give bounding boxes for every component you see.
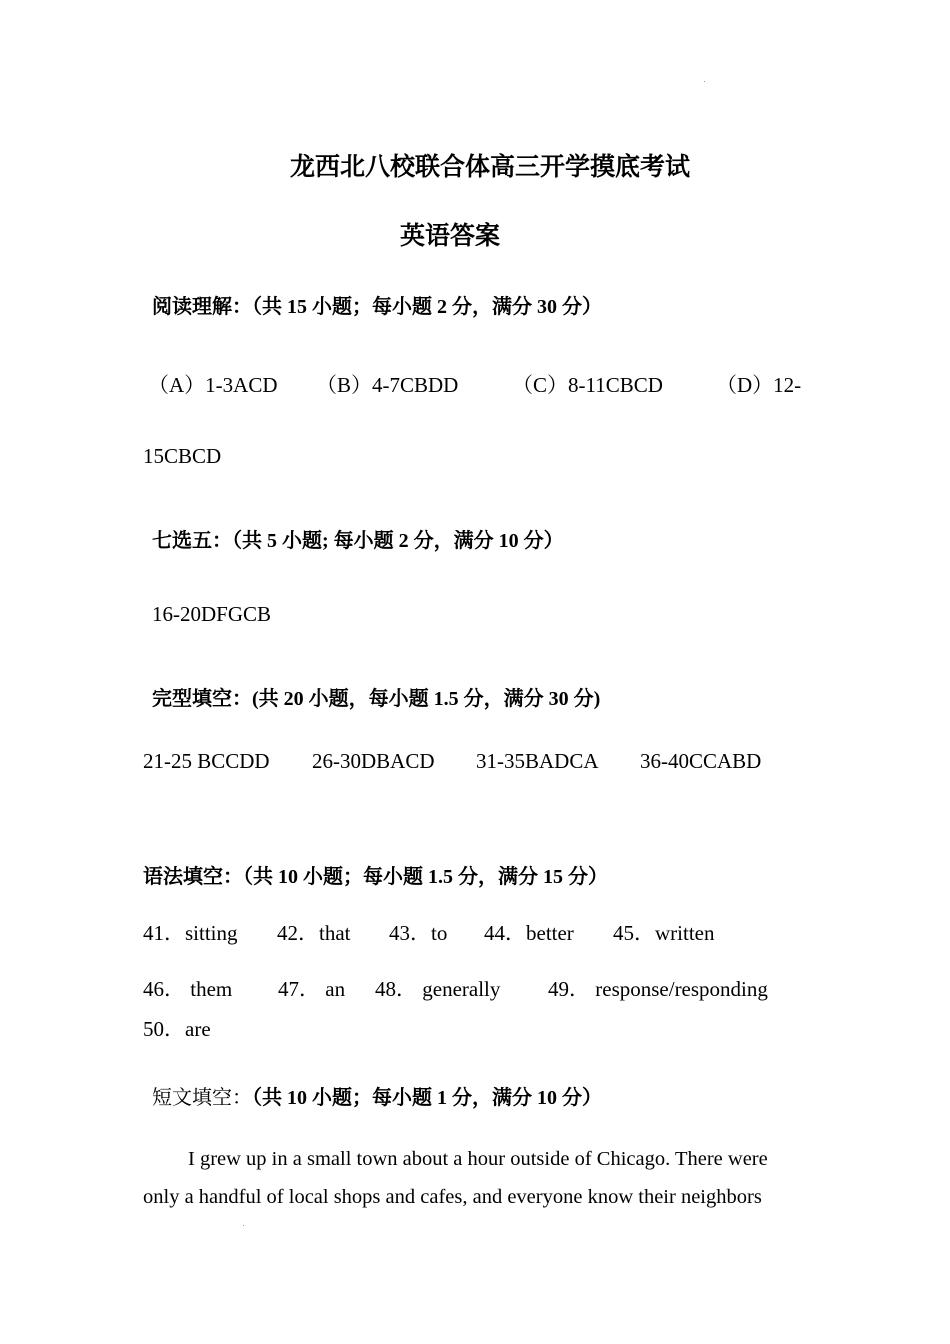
grammar-answer-43: 43．to [389, 921, 448, 945]
cloze-answers-21-25: 21-25 BCCDD [143, 749, 270, 773]
grammar-answer-50: 50．are [143, 1017, 211, 1041]
reading-answers-b: （B）4-7CBDD [316, 373, 459, 397]
reading-answers-a: （A）1-3ACD [148, 373, 278, 397]
cloze-answers-36-40: 36-40CCABD [640, 749, 762, 773]
reading-answers-c: （C）8-11CBCD [512, 373, 663, 397]
grammar-answer-41: 41．sitting [143, 921, 238, 945]
cloze-heading: 完型填空：(共 20 小题，每小题 1.5 分，满分 30 分) [152, 688, 601, 710]
passage-line-2: only a handful of local shops and cafes, and everyone know their neighbors [143, 1186, 762, 1208]
passage-line-1: I grew up in a small town about a hour outside of Chicago. There were [188, 1148, 768, 1170]
cloze-answers-26-30: 26-30DBACD [312, 749, 435, 773]
grammar-answer-48: 48． generally [375, 977, 501, 1001]
reading-heading: 阅读理解：（共 15 小题；每小题 2 分，满分 30 分） [152, 296, 602, 318]
short-text-heading [152, 1081, 602, 1110]
reading-answers-d: （D）12- [716, 373, 802, 397]
scan-speck [704, 81, 705, 82]
grammar-heading: 语法填空：（共 10 小题；每小题 1.5 分，满分 15 分） [143, 866, 608, 888]
scan-speck [243, 1225, 244, 1226]
reading-answers-d-continued: 15CBCD [143, 444, 222, 468]
grammar-answer-49: 49． response/responding [548, 977, 768, 1001]
grammar-answer-47: 47． an [278, 977, 346, 1001]
grammar-answer-42: 42．that [277, 921, 351, 945]
grammar-answer-45: 45．written [613, 921, 715, 945]
short-text-heading-label: 短文填空： [152, 1087, 252, 1109]
grammar-answer-44: 44．better [484, 921, 574, 945]
short-text-heading-detail: （共 10 小题；每小题 1 分，满分 10 分） [252, 1087, 602, 1109]
page-title: 龙西北八校联合体高三开学摸底考试 [290, 154, 691, 181]
cloze-answers-31-35: 31-35BADCA [476, 749, 599, 773]
grammar-answer-46: 46． them [143, 977, 233, 1001]
seven-choose-five-answers: 16-20DFGCB [152, 602, 272, 626]
seven-choose-five-heading: 七选五：（共 5 小题; 每小题 2 分，满分 10 分） [152, 530, 564, 552]
page-subtitle: 英语答案 [400, 223, 501, 250]
